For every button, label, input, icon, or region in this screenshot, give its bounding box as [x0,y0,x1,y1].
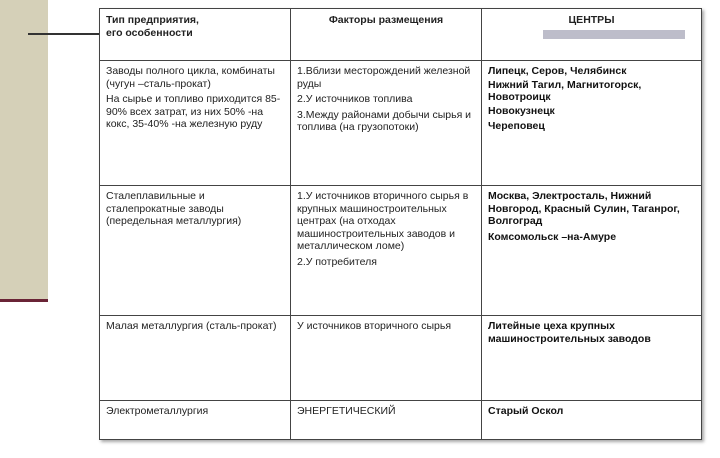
metallurgy-centers-table [99,8,702,440]
cell-factors [291,401,482,440]
cell-factors [291,316,482,401]
type-note: На сырье и топливо приходится 85-90% всех затрат, из них 50% -на кокс, 35-40% -на железную руду [106,93,281,130]
cell-centers [482,186,702,316]
table-row [100,61,702,186]
grey-highlight-bar [543,30,685,39]
center-item: Москва, Электросталь, Нижний Новгород, Красный Сулин, Таганрог, Волгоград [488,190,680,227]
factor-item: У источников вторичного сырья [297,320,452,332]
header-label: Факторы размещения [328,14,444,26]
header-label: Тип предприятия, его особенности [106,14,199,39]
cell-centers [482,61,702,186]
table-row [100,186,702,316]
factor-item: 1.Вблизи месторождений железной руды [297,65,471,90]
factor-item: 1.У источников вторичного сырья в крупных машиностроительных центрах (на отходах машиностроительных заводов и металлическом ломе) [297,190,469,252]
cell-enterprise-type [100,401,291,440]
type-text: Малая металлургия (сталь-прокат) [106,320,277,332]
table-row [100,316,702,401]
cell-centers [482,316,702,401]
cell-factors [291,61,482,186]
header-enterprise-type [100,9,291,61]
factor-item: 3.Между районами добычи сырья и топлива (на грузопотоки) [297,108,472,133]
center-item: Череповец [488,120,545,132]
center-item: Старый Оскол [488,405,564,417]
center-item: Нижний Тагил, Магнитогорск, Новотроицк [488,78,642,103]
center-item: Комсомольск –на-Амуре [488,230,617,243]
type-text: Электрометаллургия [106,405,209,417]
cell-enterprise-type [100,61,291,186]
center-item: Литейные цеха крупных машиностроительных заводов [488,320,651,345]
slide-side-panel [0,0,48,302]
header-location-factors [291,9,482,61]
cell-factors [291,186,482,316]
factor-item: 2.У потребителя [297,255,377,268]
cell-enterprise-type [100,316,291,401]
cell-enterprise-type [100,186,291,316]
header-label: ЦЕНТРЫ [568,14,615,26]
factor-item: 2.У источников топлива [297,93,413,105]
type-text: Сталеплавильные и сталепрокатные заводы (передельная металлургия) [106,190,242,227]
cell-centers [482,401,702,440]
center-item: Липецк, Серов, Челябинск [488,65,627,77]
table-row [100,401,702,440]
factor-item: ЭНЕРГЕТИЧЕСКИЙ [297,405,396,417]
type-text: Заводы полного цикла, комбинаты (чугун –сталь-прокат) [106,65,275,90]
center-item: Новокузнецк [488,104,555,117]
